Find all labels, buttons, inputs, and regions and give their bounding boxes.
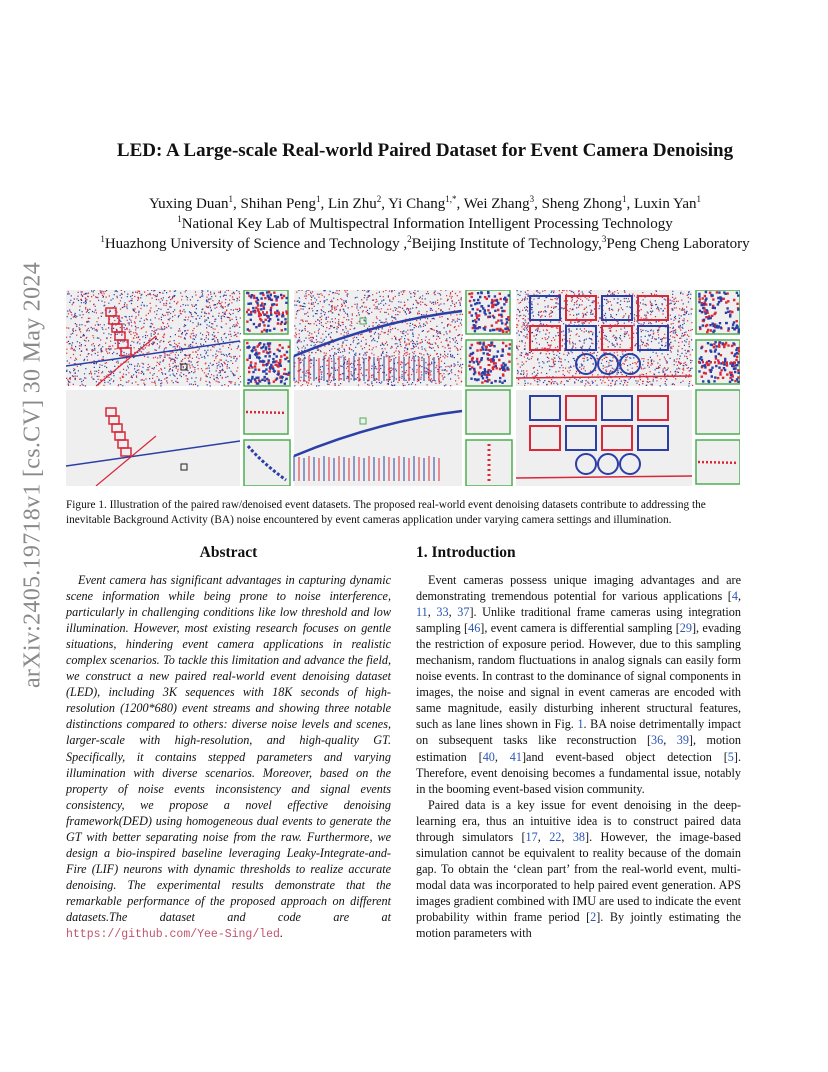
citation-link[interactable]: 5 — [727, 749, 734, 764]
author-name: Luxin Yan — [634, 196, 697, 212]
citation-link[interactable]: 17 — [525, 829, 538, 844]
intro-text: ]. By jointly estimating the motion parameters with — [416, 909, 741, 941]
citation-link[interactable]: 22 — [549, 829, 562, 844]
intro-text: , — [537, 829, 550, 844]
intro-text: , — [427, 605, 437, 620]
intro-text: Paired data is a key issue for event denoising in the deep-learning era, thus an intuitive idea is to construct paired data through simulators [ — [416, 797, 741, 844]
author-affiliation-mark: 1,* — [445, 194, 457, 204]
arxiv-sidebar — [18, 261, 48, 689]
intro-text: ]. Unlike traditional frame cameras using integration sampling [ — [416, 605, 741, 636]
citation-link[interactable]: 40 — [482, 749, 495, 764]
citation-link[interactable]: 39 — [676, 733, 689, 748]
citation-link[interactable]: 1 — [577, 717, 584, 732]
zoom-inset — [696, 390, 740, 434]
intro-text: ], motion estimation [ — [416, 733, 741, 764]
author-name: Sheng Zhong — [541, 196, 623, 212]
arxiv-id: arXiv:2405.19718v1 [cs.CV] 30 May 2024 — [19, 261, 46, 689]
author-affiliation-mark: 1 — [622, 194, 627, 204]
figure-1-image — [66, 290, 740, 486]
zoom-inset — [244, 440, 290, 486]
event-panel — [516, 390, 692, 486]
citation-link[interactable]: 29 — [679, 621, 692, 636]
author-affiliation-mark: 3 — [529, 194, 535, 204]
affiliation-line-2: $^1$Huazhong University of Science and Technology ,$^2$Beijing Institute of Technology,$^3$Peng Cheng Laboratory — [100, 234, 750, 252]
affiliation-line-1: $^1$National Key Lab of Multispectral Information Intelligent Processing Technology — [177, 214, 673, 232]
introduction-section — [416, 544, 741, 941]
paper-title: LED: A Large-scale Real-world Paired Dataset for Event Camera Denoising — [116, 140, 734, 161]
figure-caption: Figure 1. Illustration of the paired raw/denoised event datasets. The proposed real-world event denoising datasets contribute to addressing the inevitable Background Activity (BA) noise encountered by event cameras application under varying camera settings and illumination. — [66, 499, 706, 526]
intro-text: . BA noise detrimentally impact on subsequent tasks like reconstruction [ — [416, 717, 741, 748]
intro-text: Event cameras possess unique imaging advantages and are demonstrating tremendous potential for various applications [ — [416, 573, 741, 604]
intro-text: , — [494, 749, 510, 764]
author-name: Shihan Peng — [240, 196, 316, 212]
citation-link[interactable]: 46 — [468, 621, 481, 636]
intro-text: ]. Therefore, event denoising becomes a fundamental issue, notably in the booming event-based vision community. — [416, 749, 741, 796]
citation-link[interactable]: 2 — [590, 909, 597, 924]
intro-text: ]. However, the image-based simulation cannot be equivalent to reality because of the domain gap. To obtain the ‘clean part’ from the real-world event, multi-modal data was incorporated to help paired event generation. APS images gradient combined with IMU are used to indicate the event probability within frame period [ — [416, 829, 742, 924]
citation-link[interactable]: 4 — [731, 589, 738, 604]
author-affiliation-mark: 1 — [228, 194, 234, 204]
abstract-section — [66, 544, 391, 943]
intro-text: , — [663, 733, 677, 748]
intro-text: , — [448, 605, 458, 620]
introduction-heading: 1. Introduction — [416, 544, 516, 561]
author-affiliation-mark: 1 — [696, 194, 702, 204]
author-block — [60, 194, 790, 254]
abstract-heading: Abstract — [199, 544, 258, 561]
intro-text: ], event camera is differential sampling [ — [480, 621, 680, 636]
figure-1 — [66, 290, 740, 486]
author-name: Lin Zhu — [327, 196, 377, 212]
citation-link[interactable]: 36 — [651, 733, 664, 748]
author-list: Yuxing Duan$^1$, Shihan Peng$^1$, Lin Zhu$^2$, Yi Chang$^{1,*}$, Wei Zhang$^3$, Sheng Zhong$^1$, Luxin Yan$^1$ — [148, 194, 702, 212]
code-link[interactable]: https://github.com/Yee-Sing/led — [66, 928, 280, 942]
citation-link[interactable]: 41 — [509, 749, 522, 764]
author-name: Wei Zhang — [463, 196, 530, 212]
intro-text: ]and event-based object detection [ — [521, 749, 728, 764]
author-name: Yi Chang — [388, 196, 446, 212]
citation-link[interactable]: 38 — [572, 829, 586, 844]
author-name: Yuxing Duan — [148, 196, 229, 212]
citation-link[interactable]: 11 — [416, 605, 428, 620]
zoom-inset — [466, 390, 510, 434]
abstract-text: Event camera has significant advantages in capturing dynamic scene information while being prone to noise interference, particularly in challenging conditions like low threshold and low illumination. However, most existing research focuses on gentle situations, hindering event camera applications in realistic complex scenarios. To tackle this limitation and advance the field, we construct a new paired real-world event denoising dataset (LED), including 3K sequences with 18K seconds of high-resolution (1200*680) event streams and showing three notable distinctions compared to others: diverse noise levels and scenes, larger-scale with high-resolution, and high-quality GT. Specifically, it contains stepped parameters and varying illumination with diverse scenarios. Moreover, based on the property of noise events inconsistency and signal events consistency, we propose a novel effective denoising framework(DED) using homogeneous dual events to generate the GT with better separating noise from the raw. Furthermore, we design a bio-inspired baseline leveraging Leaky-Integrate-and-Fire (LIF) neurons with dynamic thresholds to realize accurate denoising. The experimental results demonstrate that the remarkable performance of the proposed approach on different datasets.The dataset and code are at https://github.com/Yee-Sing/led. — [66, 573, 391, 942]
intro-text: , — [561, 829, 573, 844]
author-affiliation-mark: 1 — [315, 194, 321, 204]
citation-link[interactable]: 33 — [436, 605, 449, 620]
intro-paragraph-2 — [416, 797, 741, 941]
intro-text: , — [737, 589, 741, 604]
intro-paragraph-1 — [416, 572, 741, 797]
author-affiliation-mark: 2 — [376, 194, 382, 204]
intro-text: ], evading the restriction of exposure period. However, due to this sampling mechanism, random fluctuations in analog signals can easily form noise events. In contrast to the dominance of signal components in images, the noise and signal in event cameras are encoded with same magnitude, easily disturbing inherent structural features, such as lane lines shown in Fig. — [416, 621, 742, 732]
citation-link[interactable]: 37 — [457, 605, 470, 620]
